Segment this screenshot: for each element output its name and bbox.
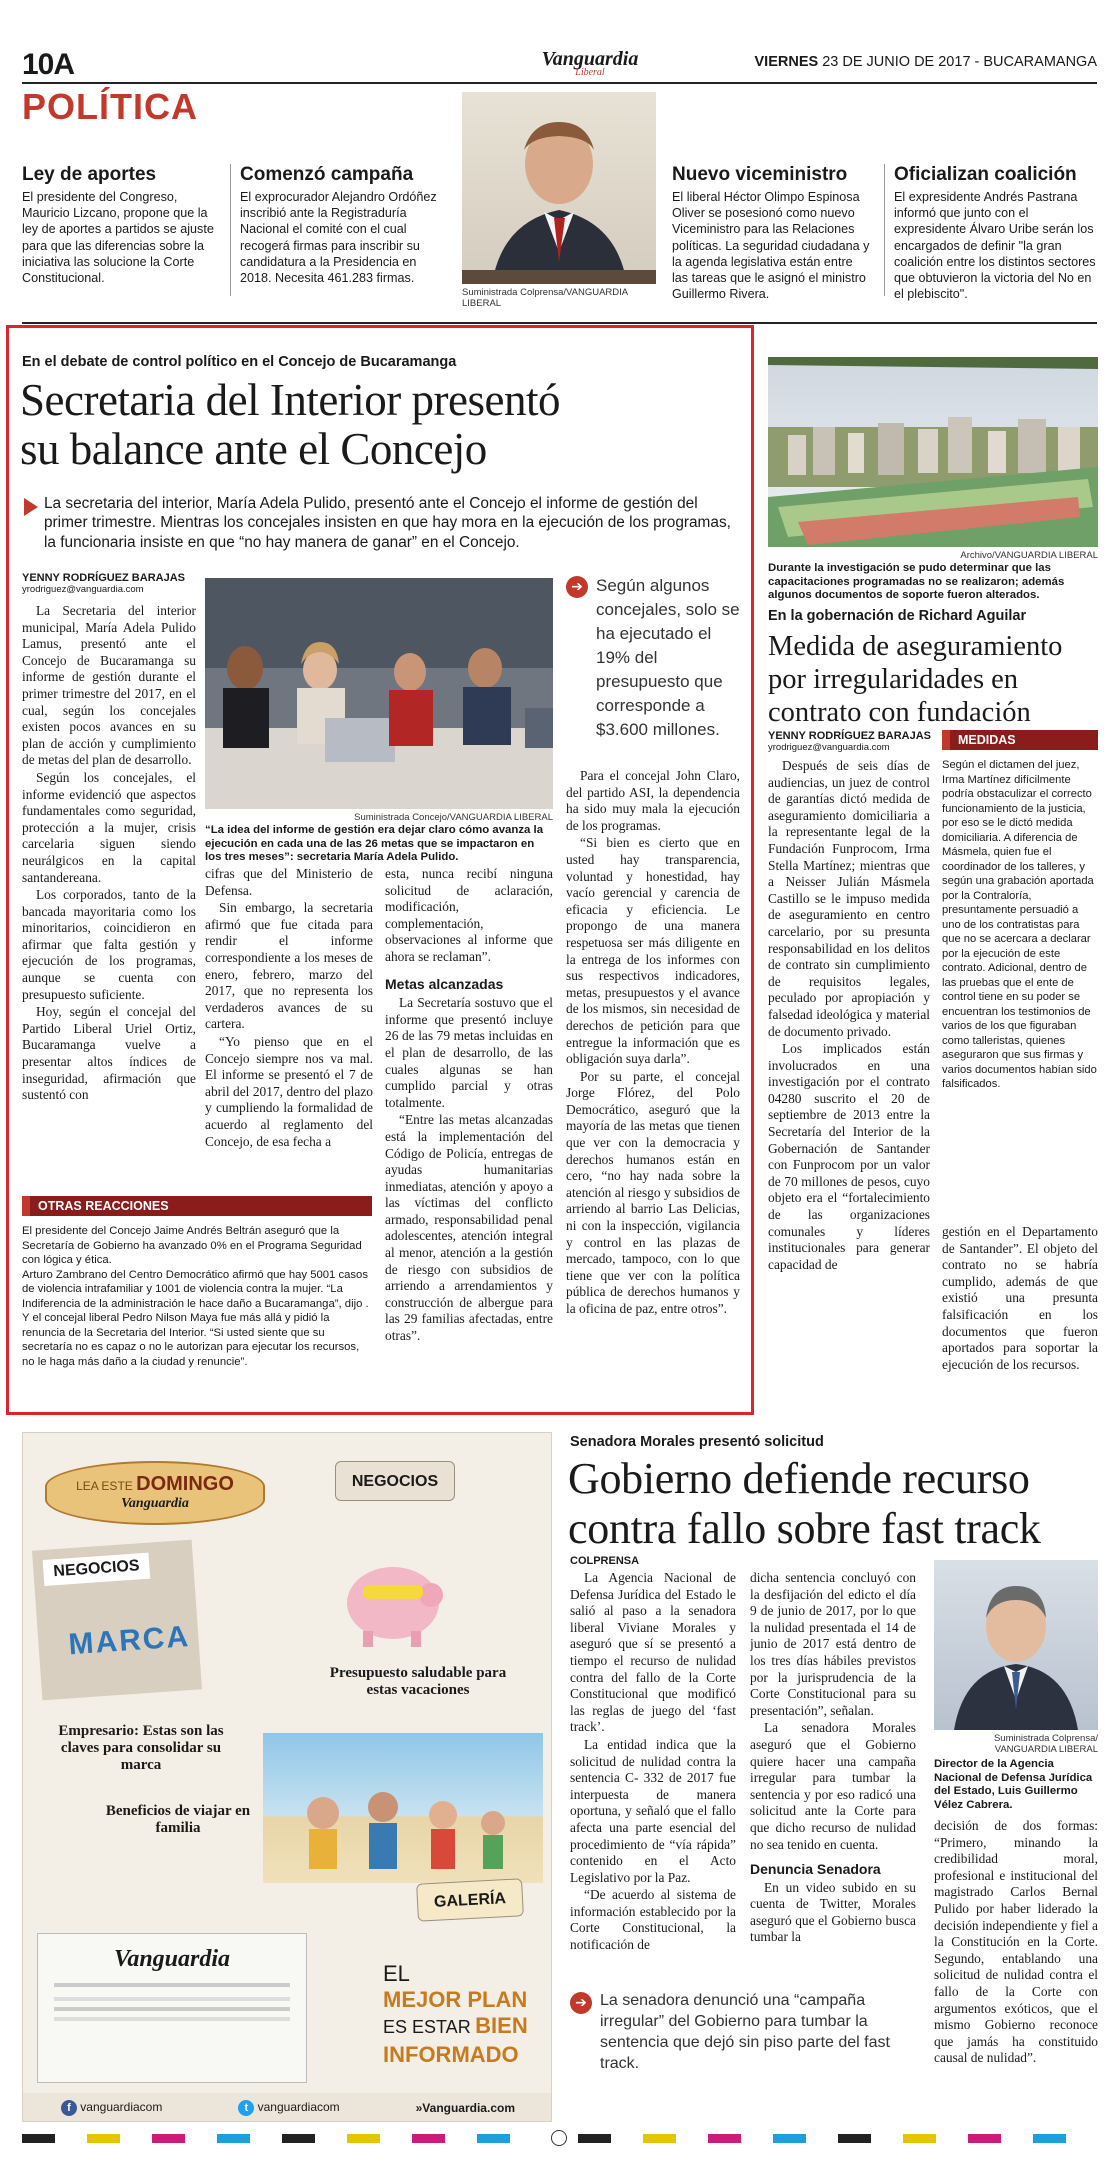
ad-footer — [23, 2093, 552, 2122]
byline: YENNY RODRÍGUEZ BARAJAS yrodriguez@vanguardia.com — [22, 572, 185, 595]
article-lead: La secretaria del interior, María Adela Pulido, presentó ante el Concejo el informe de gestión del primer trimestre. Mientras los concejales insisten en que hay mora en la ejecución de los programas, la funcionaria insiste en que “no hay manera de ganar” en el Concejo. — [44, 495, 731, 551]
newspaper-ad — [22, 1432, 552, 2122]
director-photo — [934, 1560, 1098, 1730]
galeria-tag: GALERÍA — [416, 1878, 524, 1921]
photo-credit: Suministrada Concejo/VANGUARDIA LIBERAL — [354, 812, 553, 823]
ad-slogan: EL MEJOR PLAN ES ESTAR BIEN INFORMADO — [383, 1961, 528, 2067]
brief-title: Ley de aportes — [22, 164, 157, 185]
photo-credit: Archivo/VANGUARDIA LIBERAL — [960, 550, 1098, 561]
article-column-3: esta, nunca recibí ninguna solicitud de aclaración, modificación, complementación, observaciones al informe que ahora se reclaman”. Metas alcanzadas La Secretaría sostuvo que el informe que presentó incluye 26 de las 79 metas incluidas en el plan de desarrollo, de las cuales algunas se han cumplido parcial y otras totalmente. “Entre las metas alcanzadas está la implementación del Código de Policía, entregas de ayudas humanitarias inmediatas, atención y apoyo a las víctimas del conflicto armado, responsabilidad penal adolescentes, atención integral al menor, atención a la gestión de riesgo con subsidios de arriendo a arrendamientos y construcción de albergue para las 29 familias afectadas, entre otras”. — [385, 866, 553, 1344]
brief-4 — [894, 164, 1099, 302]
article-column-4: Para el concejal John Claro, del partido ASI, la dependencia ha sido muy mala la ejecución de los programas. “Si bien es cierto que en usted hay transparencia, voluntad y honestidad, hay vacío gerencial y carencia de eficacia y eficiencia. Le propongo de una manera respetuosa ser más diligente en la entrega de los informes con sus respectivos indicadores, metas, presupuestos y el avance de los mismos, sin necesidad de derechos de petición para que entregue la información que es obligación suya darla”. Por su parte, el concejal Jorge Flórez, del Polo Democrático, aseguró que la mayoría de las metas que tienen que ver con la democracia y derechos humanos están en cero, “no hay nada sobre la atención al riesgo y subsidios de arriendo al barrio Las Delicias, ni con la inspección, vigilancia y control en las plazas de mercado, tampoco, con lo que tiene que ver con la política pública de derechos humanos y la oficina de paz, entre otros”. — [566, 768, 740, 1316]
ad-caption-3: Beneficios de viajar en familia — [105, 1803, 251, 1836]
bottom-column-2: dicha sentencia concluyó con la desfijación del edicto el día 9 de junio de 2017, por lo que la nulidad presentada el 14 de junio de 2017 está dentro de los tres días hábiles previstos por la jurisprudencia de la Corte Constitucional para su presentación”, señalan. La senadora Morales aseguró que el Gobierno quiere hacer una campaña irregular para tumbar la sentencia y por eso radicó una solicitud ante la Corte para que dicho recurso de nulidad no sea tenido en cuenta. Denuncia Senadora En un video subido en su cuenta de Twitter, Morales aseguró que el Gobierno busca tumbar la — [750, 1570, 916, 1945]
lead-marker — [24, 498, 38, 516]
arrow-icon: » — [415, 2101, 423, 2115]
bottom-kicker: Senadora Morales presentó solicitud — [570, 1434, 824, 1450]
brief-1 — [22, 164, 222, 286]
section-title: POLÍTICA — [22, 86, 198, 127]
bottom-headline: Gobierno defiende recurso contra fallo sobre fast track — [568, 1454, 1041, 1553]
council-photo — [205, 578, 553, 809]
brief-body: El exprocurador Alejandro Ordóñez inscribió ante la Registraduría Nacional el comité con el cual recogerá firmas para inscribir su candidatura a la Presidencia en 2018. Necesita 461.283 firmas. — [240, 190, 437, 286]
bottom-byline: COLPRENSA — [570, 1555, 640, 1567]
color-registration-bar — [578, 2134, 1098, 2143]
brief-body: El liberal Héctor Olimpo Espinosa Oliver se posesionó como nuevo Viceministro para las Relaciones políticas. La seguridad ciudadana y la agenda legislativa están entre las tareas que le asignó el ministro Guillermo Rivera. — [672, 190, 870, 302]
newspaper-reader: Vanguardia — [37, 1933, 307, 2083]
article-column-2: cifras que del Ministerio de Defensa. Sin embargo, la secretaria afirmó que fue citada para rendir el informe correspondiente a los meses de enero, febrero, marzo del 2017, que no representa los verdaderos avances de su cartera. “Yo pienso que en el Concejo siempre nos va mal. El informe se presentó el 7 de abril del 2017, dentro del plazo y cumpliendo la formalidad de acuerdo al reglamento del Concejo, de esa fecha a — [205, 866, 373, 1149]
article-column-1: La Secretaria del interior municipal, María Adela Pulido Lamus, presentó ante el Concejo de Bucaramanga su informe de gestión durante el primer trimestre del 2017, en el cual, según los concejales existen pocos avances en su plan de acción y cumplimiento de metas del plan de desarrollo. Según los concejales, el informe evidenció que aspectos fundamentales como seguridad, protección a la mujer, crisis carcelaria siguen siendo neurálgicos en la capital santandereana. Los corporados, tanto de la bancada mayoritaria como los minoritarios, coincidieron en afirmar que falta gestión y ejecución de los programas, aunque se cuenta con presupuesto suficiente. Hoy, según el concejal del Partido Liberal Uriel Ortiz, Bucaramanga vuelve a presentar altos índices de inseguridad, afirmación que sustentó con — [22, 603, 196, 1103]
crosshair-icon — [551, 2130, 567, 2146]
bottom-column-3: decisión de dos formas: “Primero, minando la credibilidad moral, profesional e institucional del magistrado Carlos Bernal Pulido por haber liderado la decisión independiente y fiel a la Constitución en la Corte. Segundo, entablando una solicitud de nulidad contra el fallo de la Corte con argumentos exóticos, que el mismo Gobierno reconoce que jamás ha constituido causal de nulidad”. — [934, 1818, 1098, 2066]
twitter-link[interactable]: t vanguardiacom — [238, 2100, 339, 2116]
article-headline: Secretaria del Interior presentó su balance ante el Concejo — [20, 375, 560, 474]
pull-quote: ➔ Según algunos concejales, solo se ha ejecutado el 19% del presupuesto que corresponde a $3.600 millones. — [566, 574, 741, 742]
page-number: 10A — [22, 48, 75, 81]
money-city-photo — [768, 357, 1098, 547]
side-kicker: En la gobernación de Richard Aguilar — [768, 608, 1027, 624]
arrow-right-icon: ➔ — [566, 576, 588, 598]
bottom-column-1: La Agencia Nacional de Defensa Jurídica del Estado le salió al paso a la senadora liberal Viviane Morales y aseguró que sí se presentó a tiempo el recurso de nulidad contra del fallo de la Corte Constitucional que modificó las reglas de juego del ‘fast track’. La entidad indica que la solicitud de nulidad contra la sentencia C- 332 de 2017 fue interpuesta de manera oportuna, y señaló que el fallo afecta una parte esencial del procedimiento de “vía rápida” contenido en el Acto Legislativo por la Paz. “De acuerdo al sistema de información establecido por la Corte Constitucional, la notificación de — [570, 1570, 736, 1953]
brief-title: Oficializan coalición — [894, 164, 1077, 185]
twitter-icon: t — [238, 2100, 254, 2116]
negocios-tag: NEGOCIOS MARCA — [32, 1540, 202, 1701]
color-registration-bar — [22, 2134, 542, 2143]
brief-body: El expresidente Andrés Pastrana informó que junto con el expresidente Álvaro Uribe serán los encargados de definir "la gran coalición entre los distintos sectores que obtuvieron la victoria del No en el plebiscito". — [894, 190, 1096, 302]
brief-title: Comenzó campaña — [240, 164, 414, 185]
facebook-icon: f — [61, 2100, 77, 2116]
article-kicker: En el debate de control político en el Concejo de Bucaramanga — [22, 354, 457, 370]
photo-caption: Durante la investigación se pudo determinar que las capacitaciones programadas no se realizaron; además algunos documentos de soporte fueron alterados. — [768, 562, 1065, 602]
brief-photo — [462, 92, 656, 284]
brief-3 — [672, 164, 872, 302]
date-line: VIERNES 23 DE JUNIO DE 2017 - BUCARAMANGA — [754, 54, 1097, 70]
photo-caption: Director de la Agencia Nacional de Defensa Jurídica del Estado, Luis Guillermo Vélez Cabrera. — [934, 1758, 1093, 1811]
box-header: OTRAS REACCIONES — [22, 1196, 372, 1216]
negocios-tag-2: NEGOCIOS — [335, 1461, 455, 1501]
ad-caption-1: Presupuesto saludable para estas vacaciones — [329, 1665, 507, 1698]
side-byline: YENNY RODRÍGUEZ BARAJAS yrodriguez@vanguardia.com — [768, 730, 931, 753]
website-link[interactable]: »Vanguardia.com — [415, 2101, 515, 2115]
brief-body: El presidente del Congreso, Mauricio Lizcano, propone que la ley de aportes a partidos se ajuste para que las diferencias sobre la iniciativa las solucione la Corte Constitucional. — [22, 190, 214, 286]
reactions-box: OTRAS REACCIONES El presidente del Concejo Jaime Andrés Beltrán aseguró que la Secretaría de Gobierno ha avanzado 0% en el Programa Seguridad con lógica y ética. Arturo Zambrano del Centro Democrático afirmó que hay 5001 casos de violencia intrafamiliar y 1001 de violencia contra la mujer. “La Indiferencia de la administración le hace daño a Bucaramanga”, dijo . Y el concejal liberal Pedro Nilson Maya fue más allá y pidió la renuncia de la Secretaria del Interior. “Si usted siente que su secretaría no es capaz o no le autorizan para ejecutar los recursos, no le haga más daño a la ciudad y renuncie”. — [22, 1196, 372, 1369]
brief-title: Nuevo viceministro — [672, 164, 848, 185]
photo-caption: “La idea del informe de gestión era dejar claro cómo avanza la ejecución en cada una de las 26 metas que se impactaron en los tres meses”: secretaria María Adela Pulido. — [205, 824, 544, 864]
piggy-bank — [333, 1543, 453, 1653]
measures-box: MEDIDAS Según el dictamen del juez, Irma Martínez difícilmente podría obstaculizar el correcto funcionamiento de la justicia, por eso se le dictó medida domiciliaria. A diferencia de Másmela, quien fue el coordinador de los talleres, y según una grabación aportada por la Contraloría, presuntamente persuadió a uno de los contratistas para que no se acercara a declarar por la ejecución de este contrato. Adicional, dentro de las pruebas que el ente de control tiene en su poder se encuentran los testimonios de varios de los que figuraban como talleristas, quienes aseguraron que sus firmas y varios documentos habían sido falsificados. — [942, 730, 1098, 1092]
ad-banner: LEA ESTE DOMINGO Vanguardia — [45, 1461, 265, 1525]
photo-credit: Suministrada Colprensa/VANGUARDIA LIBERAL — [462, 287, 628, 309]
side-column-2: gestión en el Departamento de Santander”. El objeto del contrato no se habría cumplido, además de que existió una presunta falsificación en los documentos que fueron aportados para soportar la ejecución de los recursos. — [942, 1224, 1098, 1372]
family-photo — [263, 1733, 543, 1883]
arrow-right-icon: ➔ — [570, 1992, 592, 2014]
side-headline: Medida de aseguramiento por irregularidades en contrato con fundación — [768, 631, 1063, 728]
masthead-logo: Vanguardia Liberal — [541, 48, 639, 78]
side-column-1: Después de seis días de audiencias, un juez de control de garantías dictó medida de aseguramiento domiciliaria a la representante legal de la Fundación Funprocom, Irma Stella Martínez; mientras que a Neisser Julián Másmela Castillo se le impuso medida de aseguramiento en centro carcelario, por su presunta responsabilidad en los delitos de contrato sin cumplimiento de requisitos legales, peculado por apropiación y falsedad ideológica y material de documento privado. Los implicados están involucrados en una investigación por el contrato 04280 suscrito el 20 de septiembre de 2013 entre la Secretaría del Interior de la Gobernación de Santander con Funprocom por un valor de 70 millones de pesos, cuyo objeto era el “fortalecimiento de las organizaciones comunales y líderes institucionales para generar capacidad de — [768, 758, 930, 1272]
subhead-denuncia: Denuncia Senadora — [750, 1861, 881, 1878]
box-header: MEDIDAS — [942, 730, 1098, 750]
subhead-metas: Metas alcanzadas — [385, 975, 504, 992]
bottom-pull-quote: ➔ La senadora denunció una “campaña irregular” del Gobierno para tumbar la sentencia que dejó sin piso parte del fast track. — [570, 1990, 920, 2074]
brief-2 — [240, 164, 445, 286]
facebook-link[interactable]: f vanguardiacom — [61, 2100, 162, 2116]
ad-caption-2: Empresario: Estas son las claves para consolidar su marca — [58, 1723, 224, 1773]
photo-credit: Suministrada Colprensa/ VANGUARDIA LIBERAL — [993, 1733, 1098, 1755]
